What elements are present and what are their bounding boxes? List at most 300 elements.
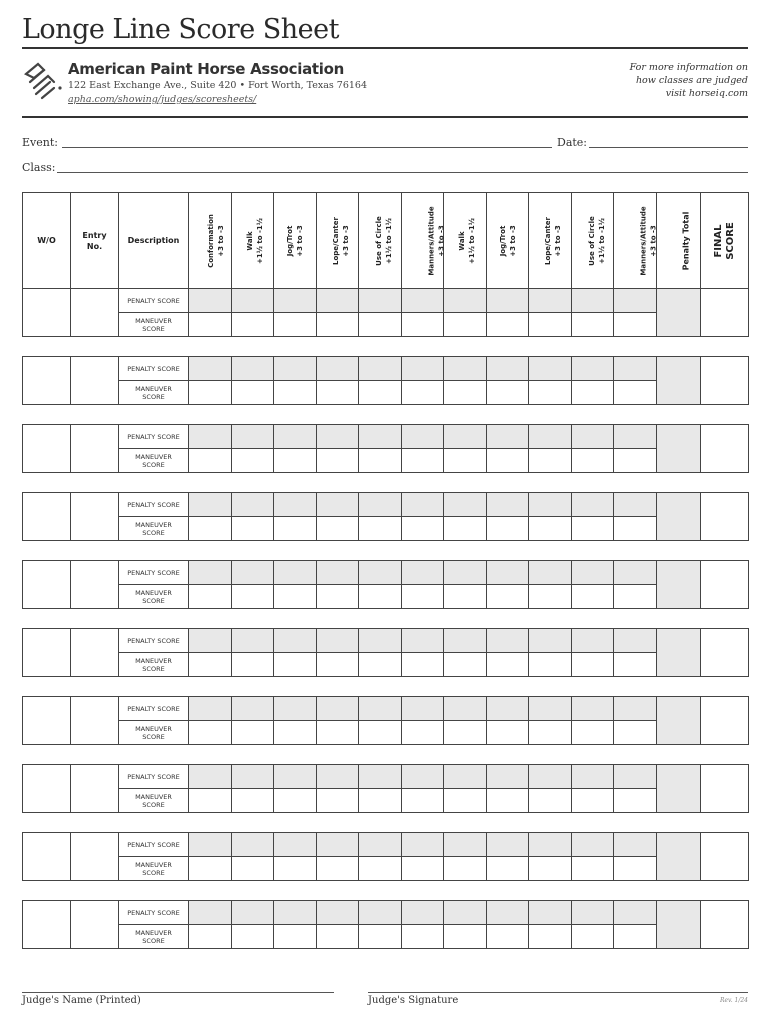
- penalty-cell[interactable]: [189, 561, 232, 585]
- header-row: [23, 193, 749, 289]
- final-score-cell[interactable]: [701, 697, 749, 745]
- maneuver-cell[interactable]: [487, 517, 529, 541]
- wo-cell[interactable]: [23, 833, 71, 881]
- entry-no-cell[interactable]: [71, 493, 119, 541]
- maneuver-cell[interactable]: [572, 449, 614, 473]
- penalty-cell[interactable]: [232, 561, 274, 585]
- wo-cell[interactable]: [23, 901, 71, 949]
- maneuver-cell[interactable]: [189, 449, 232, 473]
- penalty-cell[interactable]: [402, 697, 444, 721]
- maneuver-cell[interactable]: [572, 857, 614, 881]
- maneuver-cell[interactable]: [572, 585, 614, 609]
- penalty-cell[interactable]: [487, 561, 529, 585]
- maneuver-cell[interactable]: [189, 857, 232, 881]
- maneuver-cell[interactable]: [529, 381, 572, 405]
- maneuver-cell[interactable]: [614, 653, 657, 677]
- penalty-cell[interactable]: [317, 901, 359, 925]
- maneuver-cell[interactable]: [572, 381, 614, 405]
- maneuver-cell[interactable]: [402, 449, 444, 473]
- penalty-cell[interactable]: [529, 357, 572, 381]
- maneuver-cell[interactable]: [614, 449, 657, 473]
- maneuver-cell[interactable]: [317, 449, 359, 473]
- maneuver-cell[interactable]: [359, 585, 402, 609]
- maneuver-cell[interactable]: [317, 585, 359, 609]
- maneuver-cell[interactable]: [444, 789, 487, 813]
- penalty-cell[interactable]: [444, 561, 487, 585]
- penalty-cell[interactable]: [614, 765, 657, 789]
- penalty-cell[interactable]: [232, 765, 274, 789]
- penalty-cell[interactable]: [232, 289, 274, 313]
- maneuver-header: Conformation +3 to -3: [189, 193, 232, 289]
- maneuver-cell[interactable]: [529, 449, 572, 473]
- penalty-cell[interactable]: [402, 357, 444, 381]
- maneuver-cell[interactable]: [274, 517, 317, 541]
- maneuver-cell[interactable]: [529, 585, 572, 609]
- penalty-total-cell[interactable]: [657, 629, 701, 677]
- maneuver-cell[interactable]: [487, 789, 529, 813]
- penalty-cell[interactable]: [444, 765, 487, 789]
- maneuver-cell[interactable]: [359, 517, 402, 541]
- wo-cell[interactable]: [23, 357, 71, 405]
- penalty-score-label: PENALTY SCORE: [119, 289, 189, 313]
- final-score-cell[interactable]: [701, 357, 749, 405]
- maneuver-cell[interactable]: [274, 381, 317, 405]
- maneuver-cell[interactable]: [189, 585, 232, 609]
- entry-no-cell[interactable]: [71, 289, 119, 337]
- penalty-cell[interactable]: [572, 629, 614, 653]
- maneuver-score-label: MANEUVER SCORE: [119, 381, 189, 405]
- maneuver-cell[interactable]: [189, 653, 232, 677]
- penalty-total-header: Penalty Total: [657, 193, 701, 289]
- maneuver-cell[interactable]: [232, 517, 274, 541]
- penalty-cell[interactable]: [402, 629, 444, 653]
- maneuver-header: Manners/Attitude +3 to -3: [614, 193, 657, 289]
- maneuver-cell[interactable]: [444, 381, 487, 405]
- penalty-score-row: [23, 561, 749, 585]
- final-score-cell[interactable]: [701, 561, 749, 609]
- penalty-score-label: PENALTY SCORE: [119, 901, 189, 925]
- penalty-total-cell[interactable]: [657, 765, 701, 813]
- penalty-total-cell[interactable]: [657, 425, 701, 473]
- score-table: [22, 192, 749, 949]
- penalty-cell[interactable]: [232, 901, 274, 925]
- penalty-cell[interactable]: [274, 425, 317, 449]
- maneuver-cell[interactable]: [572, 925, 614, 949]
- class-field[interactable]: [57, 172, 748, 173]
- maneuver-cell[interactable]: [189, 789, 232, 813]
- penalty-cell[interactable]: [529, 629, 572, 653]
- maneuver-cell[interactable]: [529, 721, 572, 745]
- maneuver-cell[interactable]: [529, 789, 572, 813]
- penalty-cell[interactable]: [274, 289, 317, 313]
- maneuver-cell[interactable]: [614, 789, 657, 813]
- penalty-cell[interactable]: [487, 901, 529, 925]
- judge-signature-field[interactable]: [368, 992, 748, 993]
- maneuver-score-row: [23, 653, 749, 677]
- final-score-cell[interactable]: [701, 425, 749, 473]
- maneuver-header: Jog/Trot +3 to -3: [487, 193, 529, 289]
- maneuver-cell[interactable]: [359, 857, 402, 881]
- maneuver-cell[interactable]: [359, 721, 402, 745]
- entry-spacer: [23, 813, 749, 833]
- entry-no-cell[interactable]: [71, 697, 119, 745]
- penalty-cell[interactable]: [614, 425, 657, 449]
- penalty-score-label: PENALTY SCORE: [119, 629, 189, 653]
- maneuver-cell[interactable]: [444, 925, 487, 949]
- maneuver-cell[interactable]: [444, 313, 487, 337]
- penalty-cell[interactable]: [572, 697, 614, 721]
- penalty-cell[interactable]: [232, 425, 274, 449]
- maneuver-cell[interactable]: [359, 925, 402, 949]
- penalty-cell[interactable]: [529, 901, 572, 925]
- penalty-cell[interactable]: [317, 697, 359, 721]
- penalty-cell[interactable]: [487, 697, 529, 721]
- maneuver-cell[interactable]: [614, 925, 657, 949]
- scoresheets-link[interactable]: apha.com/showing/judges/scoresheets/: [68, 94, 257, 105]
- penalty-score-label: PENALTY SCORE: [119, 493, 189, 517]
- maneuver-score-row: [23, 585, 749, 609]
- penalty-cell[interactable]: [317, 357, 359, 381]
- entry-spacer: [23, 473, 749, 493]
- maneuver-cell[interactable]: [614, 585, 657, 609]
- maneuver-cell[interactable]: [359, 789, 402, 813]
- penalty-cell[interactable]: [274, 901, 317, 925]
- penalty-cell[interactable]: [487, 629, 529, 653]
- maneuver-cell[interactable]: [402, 585, 444, 609]
- maneuver-cell[interactable]: [317, 789, 359, 813]
- maneuver-cell[interactable]: [317, 857, 359, 881]
- penalty-cell[interactable]: [614, 289, 657, 313]
- maneuver-score-row: [23, 789, 749, 813]
- maneuver-cell[interactable]: [232, 653, 274, 677]
- penalty-cell[interactable]: [189, 901, 232, 925]
- maneuver-cell[interactable]: [359, 313, 402, 337]
- maneuver-cell[interactable]: [402, 381, 444, 405]
- final-score-cell[interactable]: [701, 629, 749, 677]
- penalty-cell[interactable]: [359, 357, 402, 381]
- penalty-cell[interactable]: [317, 493, 359, 517]
- maneuver-cell[interactable]: [572, 313, 614, 337]
- penalty-cell[interactable]: [402, 425, 444, 449]
- penalty-cell[interactable]: [572, 493, 614, 517]
- maneuver-cell[interactable]: [232, 381, 274, 405]
- penalty-total-cell[interactable]: [657, 697, 701, 745]
- penalty-cell[interactable]: [444, 629, 487, 653]
- penalty-cell[interactable]: [444, 289, 487, 313]
- entry-no-cell[interactable]: [71, 765, 119, 813]
- penalty-cell[interactable]: [189, 629, 232, 653]
- maneuver-cell[interactable]: [444, 585, 487, 609]
- maneuver-cell[interactable]: [317, 517, 359, 541]
- penalty-cell[interactable]: [529, 697, 572, 721]
- wo-cell[interactable]: [23, 629, 71, 677]
- entry-no-cell[interactable]: [71, 425, 119, 473]
- maneuver-cell[interactable]: [189, 381, 232, 405]
- maneuver-cell[interactable]: [444, 721, 487, 745]
- maneuver-header: Walk +1½ to -1½: [444, 193, 487, 289]
- final-score-cell[interactable]: [701, 289, 749, 337]
- penalty-score-row: [23, 765, 749, 789]
- maneuver-cell[interactable]: [572, 721, 614, 745]
- maneuver-header: Lope/Canter +3 to -3: [317, 193, 359, 289]
- penalty-cell[interactable]: [572, 765, 614, 789]
- maneuver-cell[interactable]: [274, 925, 317, 949]
- penalty-cell[interactable]: [189, 493, 232, 517]
- maneuver-cell[interactable]: [274, 857, 317, 881]
- penalty-total-cell[interactable]: [657, 289, 701, 337]
- penalty-cell[interactable]: [444, 697, 487, 721]
- penalty-cell[interactable]: [317, 629, 359, 653]
- maneuver-score-row: [23, 313, 749, 337]
- maneuver-cell[interactable]: [572, 789, 614, 813]
- penalty-cell[interactable]: [529, 289, 572, 313]
- maneuver-cell[interactable]: [402, 925, 444, 949]
- judge-name-field[interactable]: [22, 992, 334, 993]
- penalty-score-row: [23, 833, 749, 857]
- penalty-cell[interactable]: [359, 901, 402, 925]
- penalty-cell[interactable]: [274, 697, 317, 721]
- maneuver-cell[interactable]: [359, 381, 402, 405]
- maneuver-cell[interactable]: [529, 313, 572, 337]
- wo-cell[interactable]: [23, 765, 71, 813]
- penalty-total-cell[interactable]: [657, 493, 701, 541]
- penalty-cell[interactable]: [317, 833, 359, 857]
- penalty-cell[interactable]: [359, 561, 402, 585]
- maneuver-cell[interactable]: [614, 517, 657, 541]
- maneuver-cell[interactable]: [317, 313, 359, 337]
- org-address: 122 East Exchange Ave., Suite 420 • Fort Worth, Texas 76164: [68, 80, 368, 91]
- penalty-cell[interactable]: [189, 697, 232, 721]
- penalty-cell[interactable]: [317, 561, 359, 585]
- maneuver-cell[interactable]: [274, 313, 317, 337]
- maneuver-cell[interactable]: [359, 653, 402, 677]
- penalty-cell[interactable]: [402, 561, 444, 585]
- maneuver-score-row: [23, 517, 749, 541]
- penalty-cell[interactable]: [359, 697, 402, 721]
- maneuver-cell[interactable]: [572, 517, 614, 541]
- entry-no-cell[interactable]: [71, 357, 119, 405]
- penalty-cell[interactable]: [614, 697, 657, 721]
- maneuver-cell[interactable]: [232, 313, 274, 337]
- maneuver-cell[interactable]: [614, 721, 657, 745]
- penalty-cell[interactable]: [402, 765, 444, 789]
- penalty-cell[interactable]: [614, 357, 657, 381]
- entry-no-cell[interactable]: [71, 833, 119, 881]
- penalty-score-row: [23, 629, 749, 653]
- penalty-cell[interactable]: [232, 629, 274, 653]
- penalty-total-cell[interactable]: [657, 901, 701, 949]
- penalty-cell[interactable]: [529, 833, 572, 857]
- maneuver-cell[interactable]: [402, 857, 444, 881]
- final-score-cell[interactable]: [701, 833, 749, 881]
- org-name: American Paint Horse Association: [68, 60, 344, 78]
- penalty-cell[interactable]: [529, 493, 572, 517]
- maneuver-cell[interactable]: [189, 721, 232, 745]
- maneuver-cell[interactable]: [614, 857, 657, 881]
- penalty-cell[interactable]: [487, 425, 529, 449]
- penalty-cell[interactable]: [529, 561, 572, 585]
- maneuver-cell[interactable]: [359, 449, 402, 473]
- penalty-cell[interactable]: [572, 357, 614, 381]
- penalty-cell[interactable]: [189, 357, 232, 381]
- maneuver-cell[interactable]: [444, 449, 487, 473]
- penalty-cell[interactable]: [572, 289, 614, 313]
- penalty-cell[interactable]: [444, 833, 487, 857]
- maneuver-cell[interactable]: [487, 857, 529, 881]
- maneuver-cell[interactable]: [614, 381, 657, 405]
- penalty-cell[interactable]: [614, 629, 657, 653]
- entry-no-cell[interactable]: [71, 901, 119, 949]
- penalty-cell[interactable]: [274, 357, 317, 381]
- maneuver-cell[interactable]: [317, 653, 359, 677]
- maneuver-cell[interactable]: [232, 925, 274, 949]
- maneuver-cell[interactable]: [487, 925, 529, 949]
- penalty-cell[interactable]: [444, 901, 487, 925]
- penalty-cell[interactable]: [614, 493, 657, 517]
- header-divider: [22, 116, 748, 118]
- info-line-1: For more information on: [629, 62, 748, 73]
- maneuver-cell[interactable]: [529, 857, 572, 881]
- maneuver-cell[interactable]: [444, 857, 487, 881]
- maneuver-cell[interactable]: [487, 449, 529, 473]
- maneuver-cell[interactable]: [189, 313, 232, 337]
- maneuver-cell[interactable]: [232, 721, 274, 745]
- penalty-cell[interactable]: [402, 901, 444, 925]
- maneuver-cell[interactable]: [189, 517, 232, 541]
- penalty-cell[interactable]: [529, 765, 572, 789]
- penalty-cell[interactable]: [402, 493, 444, 517]
- wo-cell[interactable]: [23, 493, 71, 541]
- maneuver-cell[interactable]: [402, 721, 444, 745]
- penalty-cell[interactable]: [444, 493, 487, 517]
- penalty-cell[interactable]: [359, 833, 402, 857]
- maneuver-cell[interactable]: [487, 653, 529, 677]
- penalty-cell[interactable]: [572, 901, 614, 925]
- penalty-cell[interactable]: [359, 629, 402, 653]
- maneuver-cell[interactable]: [487, 721, 529, 745]
- wo-cell[interactable]: [23, 697, 71, 745]
- penalty-cell[interactable]: [274, 629, 317, 653]
- date-field[interactable]: [589, 147, 748, 148]
- maneuver-cell[interactable]: [402, 313, 444, 337]
- penalty-cell[interactable]: [487, 493, 529, 517]
- maneuver-cell[interactable]: [529, 517, 572, 541]
- penalty-cell[interactable]: [232, 697, 274, 721]
- penalty-cell[interactable]: [572, 833, 614, 857]
- penalty-cell[interactable]: [359, 425, 402, 449]
- maneuver-cell[interactable]: [232, 585, 274, 609]
- maneuver-cell[interactable]: [572, 653, 614, 677]
- penalty-cell[interactable]: [317, 289, 359, 313]
- penalty-cell[interactable]: [614, 561, 657, 585]
- event-field[interactable]: [62, 147, 552, 148]
- penalty-cell[interactable]: [274, 765, 317, 789]
- penalty-cell[interactable]: [317, 425, 359, 449]
- wo-cell[interactable]: [23, 425, 71, 473]
- maneuver-cell[interactable]: [402, 517, 444, 541]
- final-score-cell[interactable]: [701, 493, 749, 541]
- penalty-cell[interactable]: [529, 425, 572, 449]
- penalty-cell[interactable]: [572, 425, 614, 449]
- penalty-total-cell[interactable]: [657, 833, 701, 881]
- maneuver-cell[interactable]: [274, 721, 317, 745]
- penalty-cell[interactable]: [274, 561, 317, 585]
- wo-cell[interactable]: [23, 289, 71, 337]
- maneuver-cell[interactable]: [274, 449, 317, 473]
- maneuver-score-row: [23, 449, 749, 473]
- final-score-cell[interactable]: [701, 765, 749, 813]
- penalty-cell[interactable]: [487, 289, 529, 313]
- penalty-cell[interactable]: [232, 357, 274, 381]
- maneuver-cell[interactable]: [487, 313, 529, 337]
- penalty-score-label: PENALTY SCORE: [119, 357, 189, 381]
- penalty-cell[interactable]: [232, 833, 274, 857]
- penalty-cell[interactable]: [402, 833, 444, 857]
- maneuver-cell[interactable]: [232, 857, 274, 881]
- penalty-cell[interactable]: [274, 833, 317, 857]
- penalty-cell[interactable]: [359, 493, 402, 517]
- penalty-cell[interactable]: [444, 357, 487, 381]
- maneuver-cell[interactable]: [317, 925, 359, 949]
- maneuver-cell[interactable]: [274, 653, 317, 677]
- final-score-cell[interactable]: [701, 901, 749, 949]
- penalty-cell[interactable]: [274, 493, 317, 517]
- entry-spacer: [23, 745, 749, 765]
- maneuver-cell[interactable]: [232, 789, 274, 813]
- maneuver-cell[interactable]: [487, 585, 529, 609]
- penalty-cell[interactable]: [317, 765, 359, 789]
- penalty-cell[interactable]: [487, 357, 529, 381]
- maneuver-cell[interactable]: [274, 789, 317, 813]
- penalty-cell[interactable]: [487, 765, 529, 789]
- maneuver-header: Jog/Trot +3 to -3: [274, 193, 317, 289]
- penalty-total-cell[interactable]: [657, 561, 701, 609]
- entry-no-cell[interactable]: [71, 561, 119, 609]
- maneuver-cell[interactable]: [189, 925, 232, 949]
- penalty-cell[interactable]: [189, 425, 232, 449]
- penalty-cell[interactable]: [614, 833, 657, 857]
- maneuver-cell[interactable]: [274, 585, 317, 609]
- penalty-cell[interactable]: [444, 425, 487, 449]
- maneuver-cell[interactable]: [614, 313, 657, 337]
- penalty-cell[interactable]: [232, 493, 274, 517]
- penalty-cell[interactable]: [189, 833, 232, 857]
- maneuver-cell[interactable]: [529, 653, 572, 677]
- penalty-cell[interactable]: [189, 765, 232, 789]
- penalty-cell[interactable]: [614, 901, 657, 925]
- maneuver-cell[interactable]: [317, 381, 359, 405]
- maneuver-cell[interactable]: [402, 653, 444, 677]
- penalty-cell[interactable]: [572, 561, 614, 585]
- maneuver-cell[interactable]: [529, 925, 572, 949]
- penalty-cell[interactable]: [359, 289, 402, 313]
- penalty-cell[interactable]: [487, 833, 529, 857]
- penalty-cell[interactable]: [189, 289, 232, 313]
- maneuver-cell[interactable]: [232, 449, 274, 473]
- maneuver-score-label: MANEUVER SCORE: [119, 925, 189, 949]
- penalty-cell[interactable]: [359, 765, 402, 789]
- maneuver-cell[interactable]: [444, 653, 487, 677]
- maneuver-cell[interactable]: [487, 381, 529, 405]
- maneuver-cell[interactable]: [402, 789, 444, 813]
- maneuver-score-label: MANEUVER SCORE: [119, 653, 189, 677]
- penalty-cell[interactable]: [402, 289, 444, 313]
- entry-no-cell[interactable]: [71, 629, 119, 677]
- wo-cell[interactable]: [23, 561, 71, 609]
- maneuver-cell[interactable]: [317, 721, 359, 745]
- maneuver-cell[interactable]: [444, 517, 487, 541]
- penalty-total-cell[interactable]: [657, 357, 701, 405]
